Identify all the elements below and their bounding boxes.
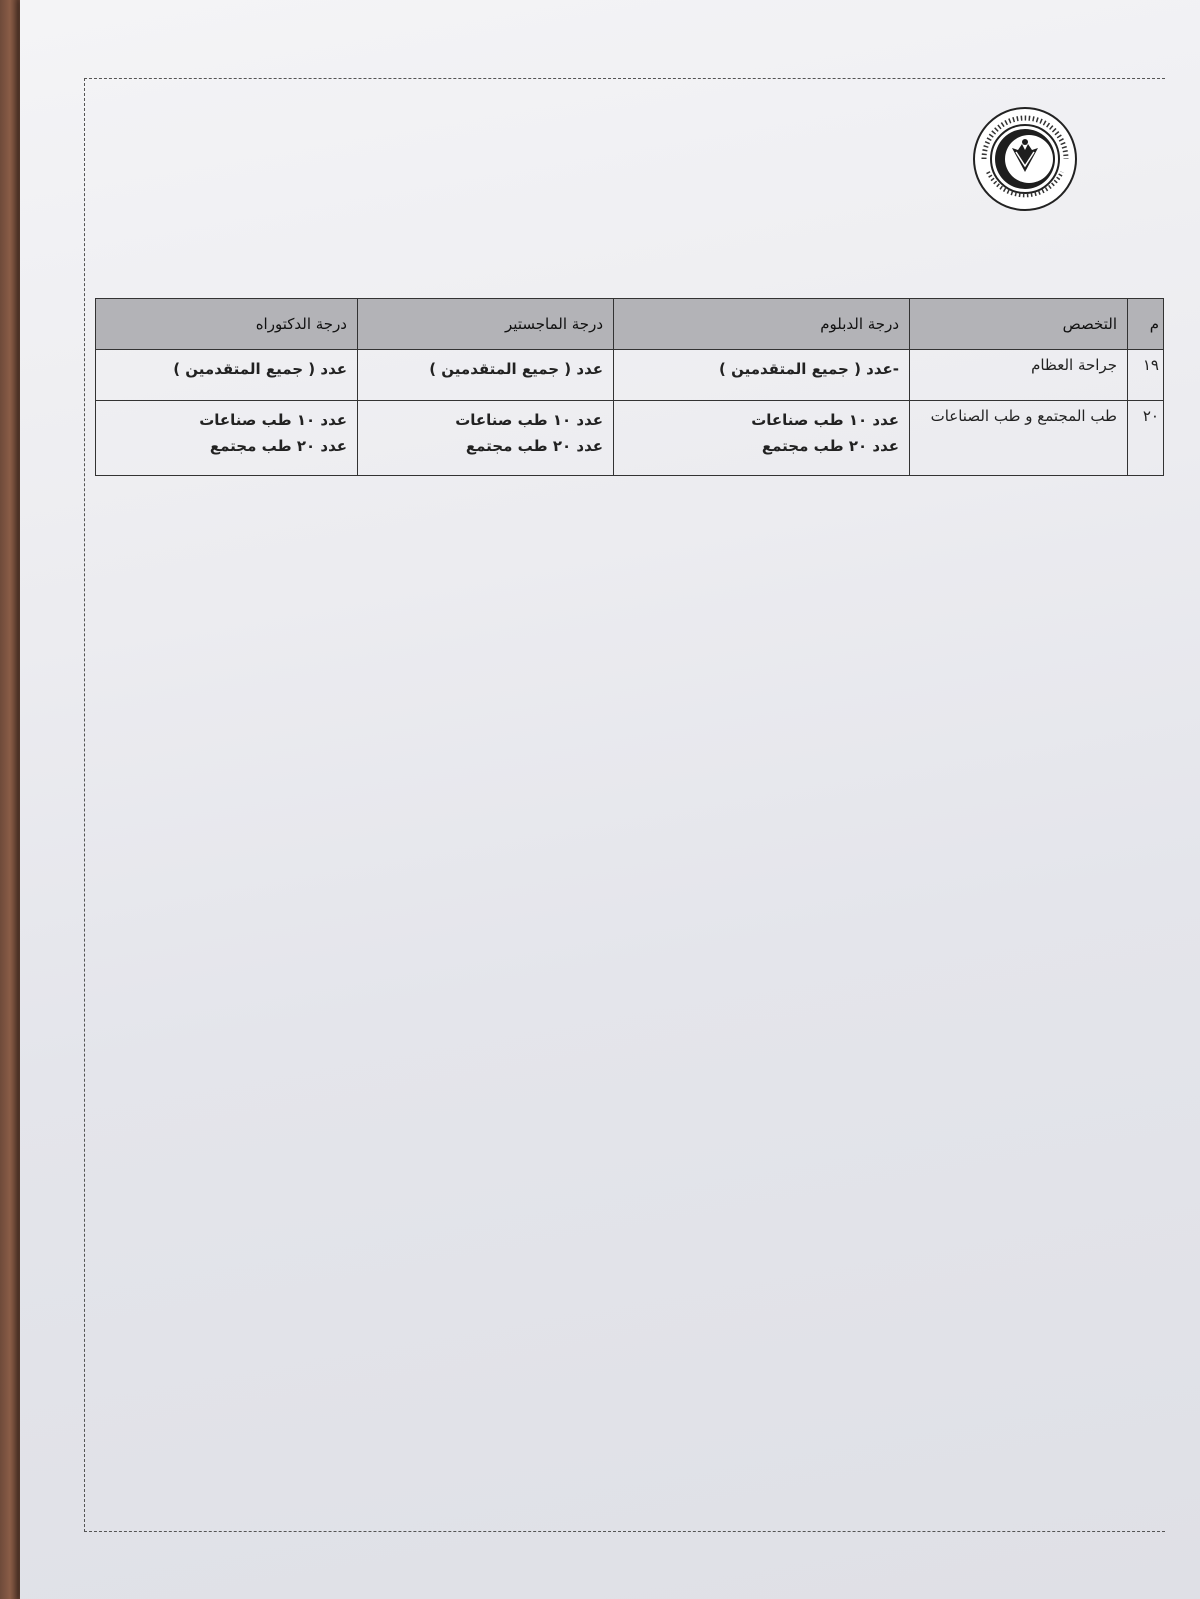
faculty-seal-logo xyxy=(972,106,1078,212)
paper-sheet xyxy=(20,0,1200,1599)
row-master xyxy=(358,350,614,401)
master-line: عدد ( جميع المتقدمين ) xyxy=(429,360,603,378)
admissions-table xyxy=(95,298,1164,476)
header-diploma: درجة الدبلوم xyxy=(614,299,910,350)
row-number: ١٩ xyxy=(1128,350,1164,401)
diploma-line: عدد ١٠ طب صناعات xyxy=(751,411,899,429)
header-master: درجة الماجستير xyxy=(358,299,614,350)
header-number: م xyxy=(1128,299,1164,350)
master-line: عدد ٢٠ طب مجتمع xyxy=(465,437,603,455)
row-diploma xyxy=(614,350,910,401)
row-phd xyxy=(96,401,358,476)
row-diploma xyxy=(614,401,910,476)
row-master xyxy=(358,401,614,476)
table-row xyxy=(96,401,1164,476)
table-header-row xyxy=(96,299,1164,350)
master-line: عدد ١٠ طب صناعات xyxy=(455,411,603,429)
row-specialty: جراحة العظام xyxy=(910,350,1128,401)
header-specialty: التخصص xyxy=(910,299,1128,350)
diploma-line: -عدد ( جميع المتقدمين ) xyxy=(719,360,899,378)
dashed-page-border xyxy=(84,78,1165,1532)
header-phd: درجة الدكتوراه xyxy=(96,299,358,350)
row-phd xyxy=(96,350,358,401)
phd-line: عدد ( جميع المتقدمين ) xyxy=(173,360,347,378)
table-row xyxy=(96,350,1164,401)
phd-line: عدد ١٠ طب صناعات xyxy=(199,411,347,429)
row-specialty: طب المجتمع و طب الصناعات xyxy=(910,401,1128,476)
diploma-line: عدد ٢٠ طب مجتمع xyxy=(761,437,899,455)
row-number: ٢٠ xyxy=(1128,401,1164,476)
phd-line: عدد ٢٠ طب مجتمع xyxy=(209,437,347,455)
